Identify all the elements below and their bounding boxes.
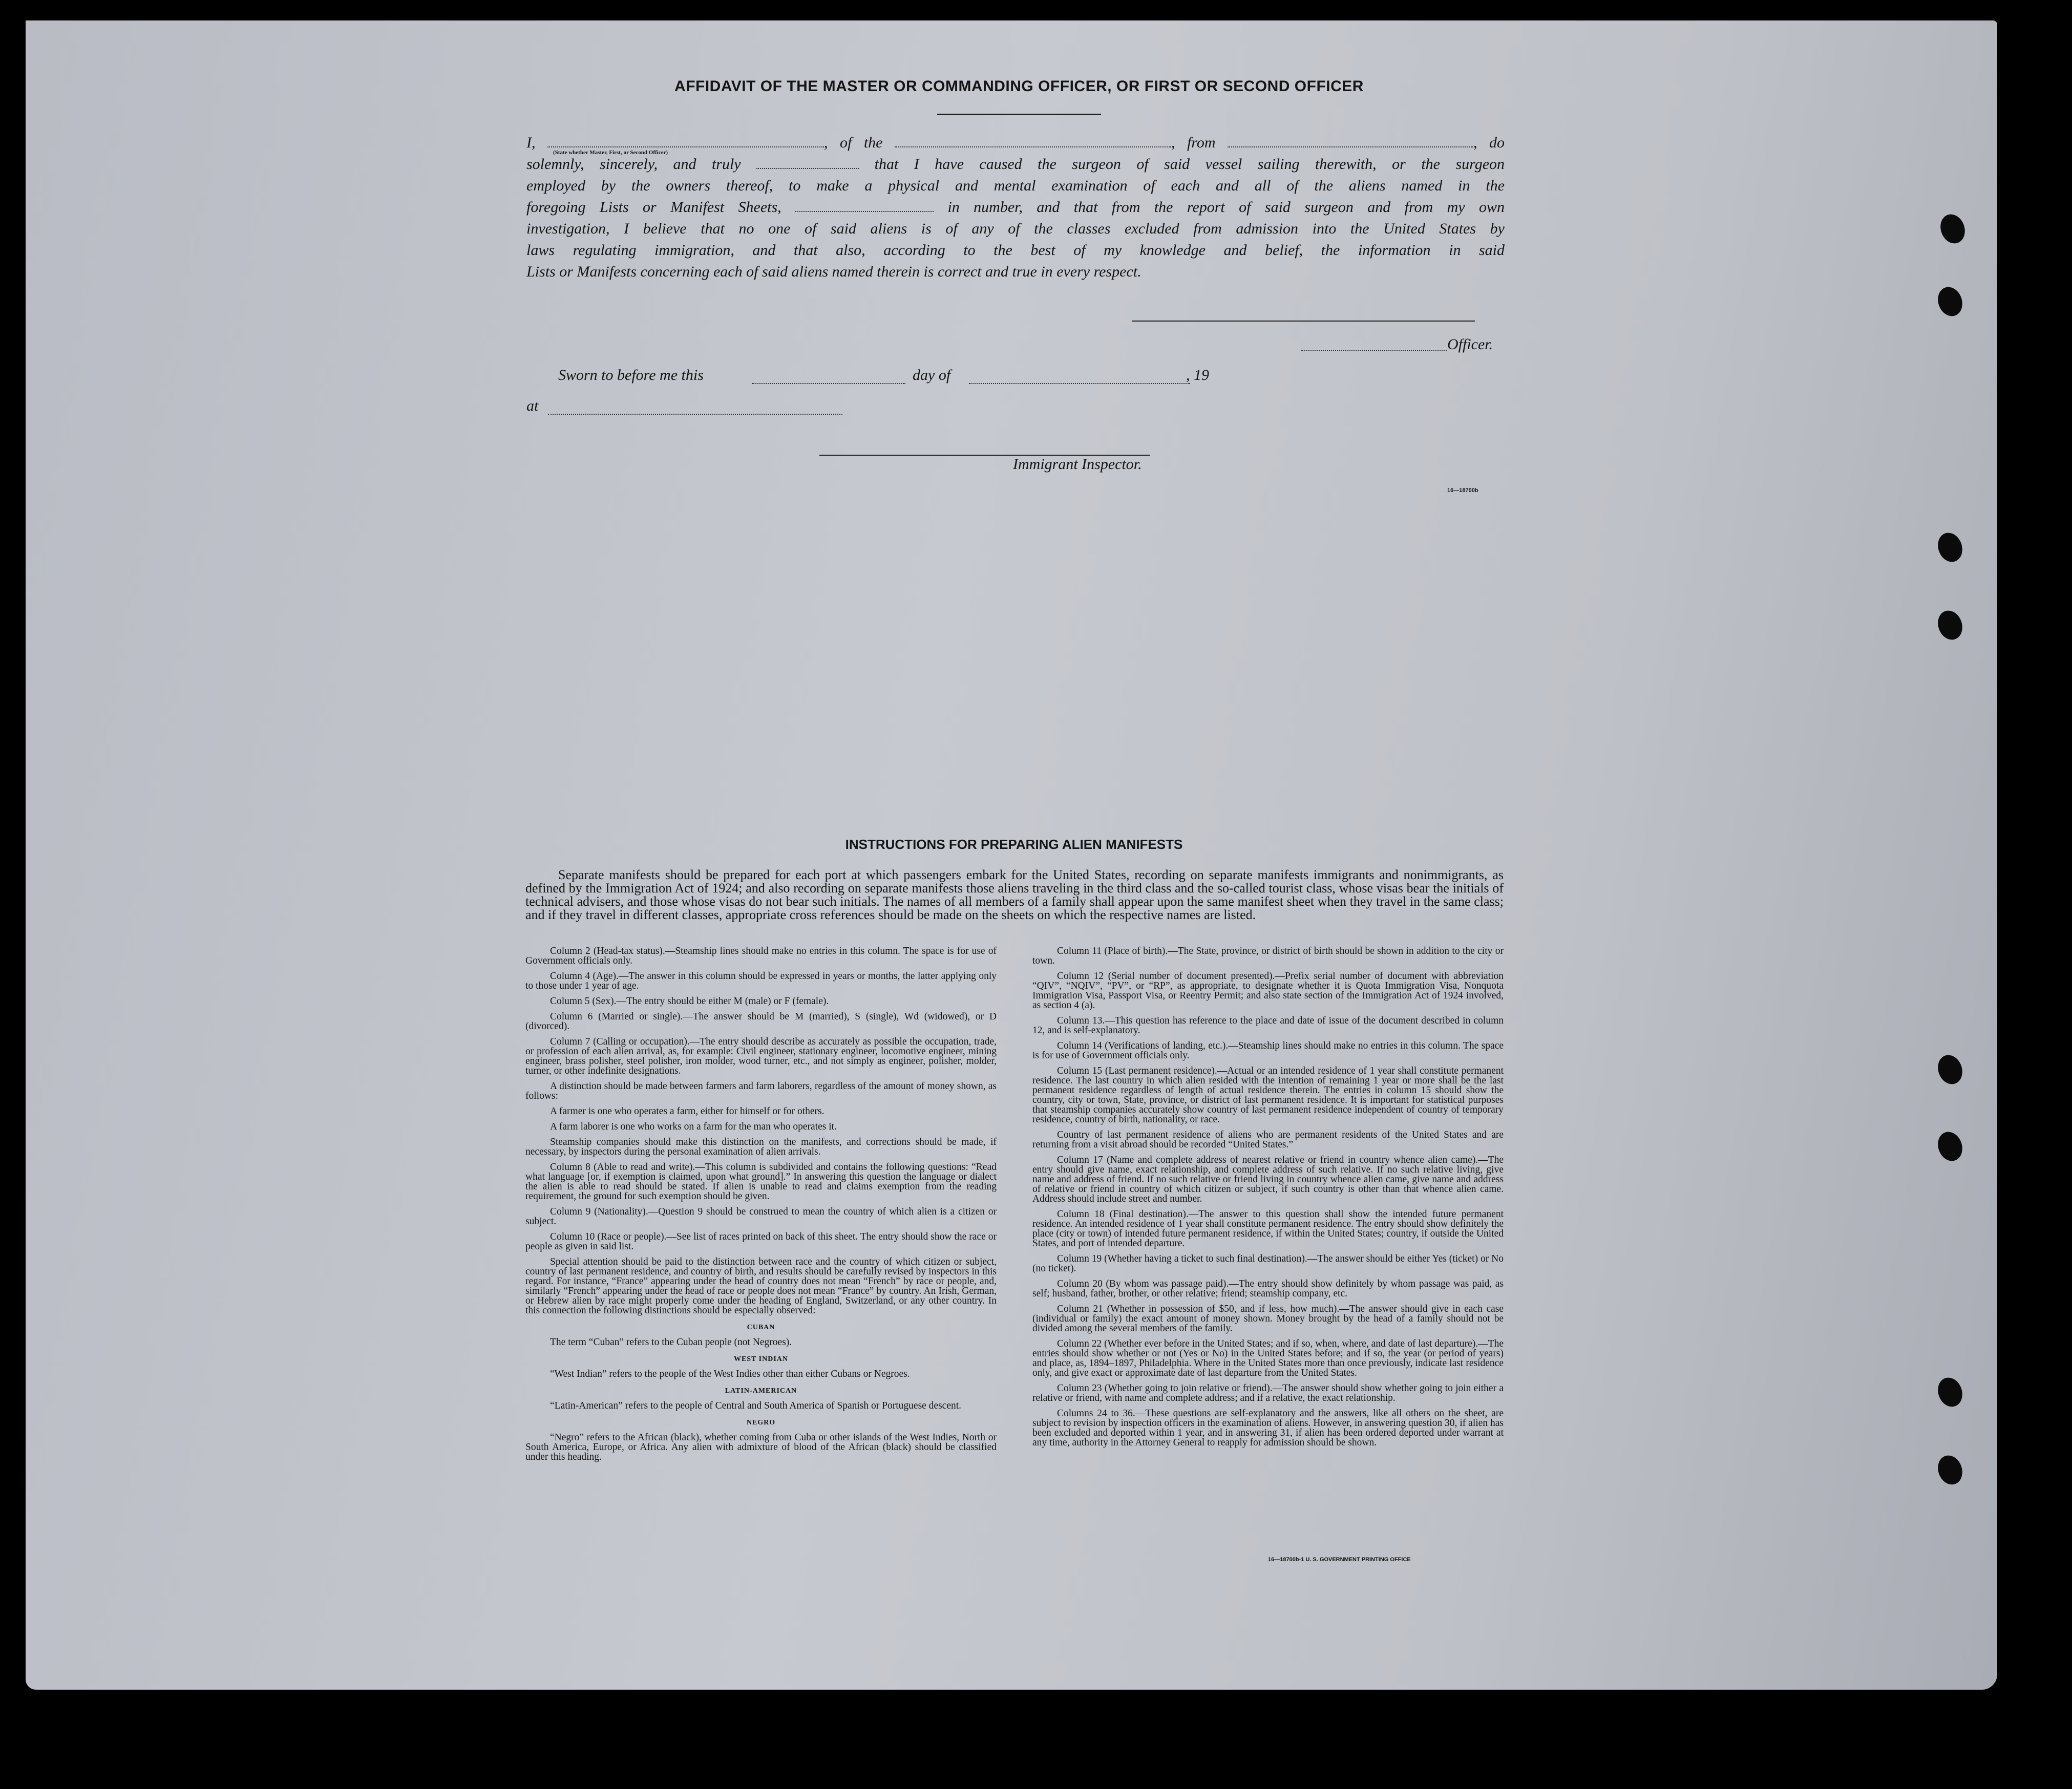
instruction-paragraph: Column 23 (Whether going to join relative or friend).—The answer should show whether going to join either a relative or friend, with name and complete address; and if a relative, the exact relationship. <box>1032 1383 1504 1403</box>
instructions-intro: Separate manifests should be prepared for each port at which passengers embark for the United States, recording on separate manifests immigrants and nonimmigrants, as defined by the Immigration Act of 1924; and also recording on separate manifests those aliens traveling in the third class and the so-called tourist class, whose visas bear the initials of technical advisers, and those whose visas do not bear such initials. The names of all members of a family shall appear upon the same manifest sheet when they travel in the same class; and if they travel in different classes, appropriate cross references should be made on the sheets on which the respective names are listed. <box>525 867 1504 922</box>
instruction-paragraph: Column 17 (Name and complete address of nearest relative or friend in country whence alien came).—The entry should give name, exact relationship, and complete address of such relative. If no such relative living, give name and address of friend. If no such relative or friend living in country whence alien came, give name and address of relative or friend in country of which citizen or subject, if such country is other than that whence alien came. Address should include street and number. <box>1032 1155 1504 1204</box>
officer-label: Officer. <box>1447 336 1493 353</box>
day-of-label: day of <box>913 367 951 384</box>
footer-code: 16—18700b-1 U. S. GOVERNMENT PRINTING OFFICE <box>1268 1557 1411 1563</box>
aff-line6: laws regulating immigration, and that also, according to the best of my knowledge and belief, the information in said <box>526 242 1505 259</box>
year-label: , 19 <box>1186 367 1209 384</box>
sworn-place-field[interactable] <box>548 401 842 415</box>
instruction-paragraph: Special attention should be paid to the distinction between race and the country of which citizen or subject, country of last permanent residence, and country of birth, and results should be carefully revised by inspectors in this regard. For instance, “France” appearing under the head of country does not mean “French” by race or people, and, similarly “French” appearing under the head of race or people does not mean “France” by country. An Irish, German, or Hebrew alien by race might properly come under the heading of England, Switzerland, or any other country. In this connection the following distinctions should be especially observed: <box>525 1256 997 1316</box>
definition-west-indian: “West Indian” refers to the people of the West Indies other than either Cubans or Negroes. <box>550 1369 910 1379</box>
instruction-paragraph: Column 21 (Whether in possession of $50, and if less, how much).—The answer should give in each case (individual or family) the exact amount of money shown. Money brought by the head of a family should not be divided among the several members of the family. <box>1032 1304 1504 1334</box>
instruction-paragraph: Column 15 (Last permanent residence).—Actual or an intended residence of 1 year shall constitute permanent residence. The last country in which alien resided with the intention of remaining 1 year or more shall be the last permanent residence regardless of length of actual residence therein. The entries in column 15 should show the country, city or town, State, province, or district of last permanent residence. It is important for statistical purposes that steamship companies accurately show country of last permanent residence independent of country of temporary residence, country of birth, nationality, or race. <box>1032 1066 1504 1125</box>
sworn-month-field[interactable] <box>969 371 1190 384</box>
sheet-count-field[interactable] <box>795 199 934 212</box>
instruction-paragraph: Column 10 (Race or people).—See list of races printed on back of this sheet. The entry should show the race or people as given in said list. <box>525 1231 997 1252</box>
aff-that: that I have caused the surgeon of said vessel sailing therewith, or the surgeon <box>874 156 1505 173</box>
instructions-left-column <box>525 946 997 1467</box>
vessel-field[interactable] <box>895 134 1171 147</box>
instruction-paragraph: A farm laborer is one who works on a farm for the man who operates it. <box>550 1121 837 1132</box>
inspector-label: Immigrant Inspector. <box>1013 456 1142 473</box>
sworn-day-field[interactable] <box>752 371 905 384</box>
instruction-paragraph: Country of last permanent residence of aliens who are permanent residents of the United States and are returning from a visit abroad should be recorded “United States.” <box>1032 1130 1504 1150</box>
aff-do: , do <box>1473 134 1505 151</box>
instruction-paragraph: Steamship companies should make this distinction on the manifests, and corrections should be made, if necessary, by inspectors during the personal examination of alien arrivals. <box>525 1137 997 1157</box>
instruction-paragraph: Column 5 (Sex).—The entry should be either M (male) or F (female). <box>550 996 829 1007</box>
heading-negro: NEGRO <box>746 1419 776 1426</box>
instruction-paragraph: Column 19 (Whether having a ticket to such final destination).—The answer should be either Yes (ticket) or No (no ticket). <box>1032 1253 1504 1274</box>
aff-innumber: in number, and that from the report of said surgeon and from my own <box>947 199 1505 216</box>
definition-cuban: The term “Cuban” refers to the Cuban people (not Negroes). <box>550 1337 792 1348</box>
instruction-paragraph: Column 9 (Nationality).—Question 9 should be construed to mean the country of which alien is a citizen or subject. <box>525 1206 997 1227</box>
instruction-paragraph: Column 11 (Place of birth).—The State, province, or district of birth should be shown in addition to the city or town. <box>1032 946 1504 966</box>
instruction-paragraph: A distinction should be made between farmers and farm laborers, regardless of the amount of money shown, as follows: <box>525 1081 997 1101</box>
form-code: 16—18700b <box>1447 487 1478 494</box>
instruction-paragraph: Column 6 (Married or single).—The answer should be M (married), S (single), Wd (widowed), or D (divorced). <box>525 1011 997 1032</box>
aff-i: I, <box>526 134 536 151</box>
instruction-paragraph: Columns 24 to 36.—These questions are self-explanatory and the answers, like all others on the sheet, are subject to revision by inspection officers in the examination of aliens. However, in answering question 30, if alien has been excluded and deported within 1 year, and in answering 31, if alien has been ordered deported under warrant at any time, authority in the Attorney General to reapply for admission should be shown. <box>1032 1408 1504 1448</box>
officer-signature-field[interactable] <box>1301 338 1447 351</box>
instruction-paragraph: Column 20 (By whom was passage paid).—The entry should show definitely by whom passage was paid, as self; husband, father, brother, or other relative; friend; steamship company, etc. <box>1032 1279 1504 1299</box>
instruction-paragraph: Column 13.—This question has reference to the place and date of issue of the document described in column 12, and is self-explanatory. <box>1032 1015 1504 1036</box>
instruction-paragraph: Column 7 (Calling or occupation).—The entry should describe as accurately as possible the occupation, trade, or profession of each alien arrival, as, for example: Civil engineer, stationary engineer, locomotive engineer, mining engineer, brass polisher, steel polisher, iron molder, wood turner, etc., and not simply as engineer, polisher, molder, turner, or other indefinite designations. <box>525 1036 997 1076</box>
instruction-paragraph: Column 12 (Serial number of document presented).—Prefix serial number of document with abbreviation “QIV”, “NQIV”, “PV”, or “RP”, as appropriate, to designate whether it is Quota Immigration Visa, Nonquota Immigration Visa, Passport Visa, or Reentry Permit; and also state section of the Immigration Act of 1924 involved, as section 4 (a). <box>1032 971 1504 1011</box>
heading-cuban: CUBAN <box>747 1324 775 1331</box>
aff-line3: employed by the owners thereof, to make a physical and mental examination of each and all of the aliens named in the <box>526 177 1505 194</box>
signature-line <box>1132 321 1475 322</box>
from-port-field[interactable] <box>1228 134 1473 147</box>
definition-latin-american: “Latin-American” refers to the people of Central and South America of Spanish or Portuguese descent. <box>550 1400 962 1411</box>
aff-solemnly: solemnly, sincerely, and truly <box>526 156 741 173</box>
officer-name-field[interactable] <box>547 134 824 147</box>
heading-latin-american: LATIN-AMERICAN <box>725 1387 797 1395</box>
instruction-paragraph: Column 18 (Final destination).—The answer to this question shall show the intended future permanent residence. An intended residence of 1 year shall constitute permanent residence. The entry should show definitely the place (city or town) of intended future permanent residence, if within the United States; country, if outside the United States, and port of intended departure. <box>1032 1209 1504 1249</box>
title-rule <box>937 114 1101 115</box>
instruction-paragraph: Column 2 (Head-tax status).—Steamship lines should make no entries in this column. The space is for use of Government officials only. <box>525 946 997 966</box>
instructions-title: INSTRUCTIONS FOR PREPARING ALIEN MANIFESTS <box>845 837 1183 852</box>
instructions-right-column <box>1032 946 1504 1453</box>
sworn-label: Sworn to before me this <box>558 367 704 384</box>
officer-rank-note: (State whether Master, First, or Second Officer) <box>553 150 668 156</box>
heading-west-indian: WEST INDIAN <box>733 1355 789 1363</box>
aff-from: , from <box>1171 134 1216 151</box>
definition-negro: “Negro” refers to the African (black), whether coming from Cuba or other islands of the West Indies, North or South America, Europe, or Africa. Any alien with admixture of blood of the African (black) should be classified under this heading. <box>525 1432 997 1462</box>
aff-of-the: , of the <box>824 134 883 151</box>
instruction-paragraph: Column 8 (Able to read and write).—This column is subdivided and contains the following questions: “Read what language [or, if exemption is claimed, upon what ground].” In answering this question the language or dialect the alien is able to read should be stated. If alien is unable to read and claims exemption from the reading requirement, the ground for such exemption should be given. <box>525 1162 997 1202</box>
oath-field[interactable] <box>756 156 859 169</box>
instruction-paragraph: Column 22 (Whether ever before in the United States; and if so, when, where, and date of last departure).—The entries should show whether or not (Yes or No) in the United States before; and if so, the year (or period of years) and place, as, 1894–1897, Philadelphia. Where in the United States more than once previously, indicate last residence only, and give exact or approximate date of last departure from the United States. <box>1032 1338 1504 1378</box>
at-label: at <box>526 397 539 414</box>
instruction-paragraph: Column 14 (Verifications of landing, etc.).—Steamship lines should make no entries in this column. The space is for use of Government officials only. <box>1032 1040 1504 1061</box>
affidavit-title: AFFIDAVIT OF THE MASTER OR COMMANDING OFFICER, OR FIRST OR SECOND OFFICER <box>674 78 1364 95</box>
instruction-paragraph: Column 4 (Age).—The answer in this column should be expressed in years or months, the latter applying only to those under 1 year of age. <box>525 971 997 991</box>
aff-line5: investigation, I believe that no one of said aliens is of any of the classes excluded from admission into the United States by <box>526 220 1505 237</box>
aff-foregoing: foregoing Lists or Manifest Sheets, <box>526 199 781 216</box>
affidavit-text <box>526 132 1505 283</box>
aff-line7: Lists or Manifests concerning each of said aliens named therein is correct and true in every respect. <box>526 263 1141 280</box>
instruction-paragraph: A farmer is one who operates a farm, either for himself or for others. <box>550 1106 824 1117</box>
